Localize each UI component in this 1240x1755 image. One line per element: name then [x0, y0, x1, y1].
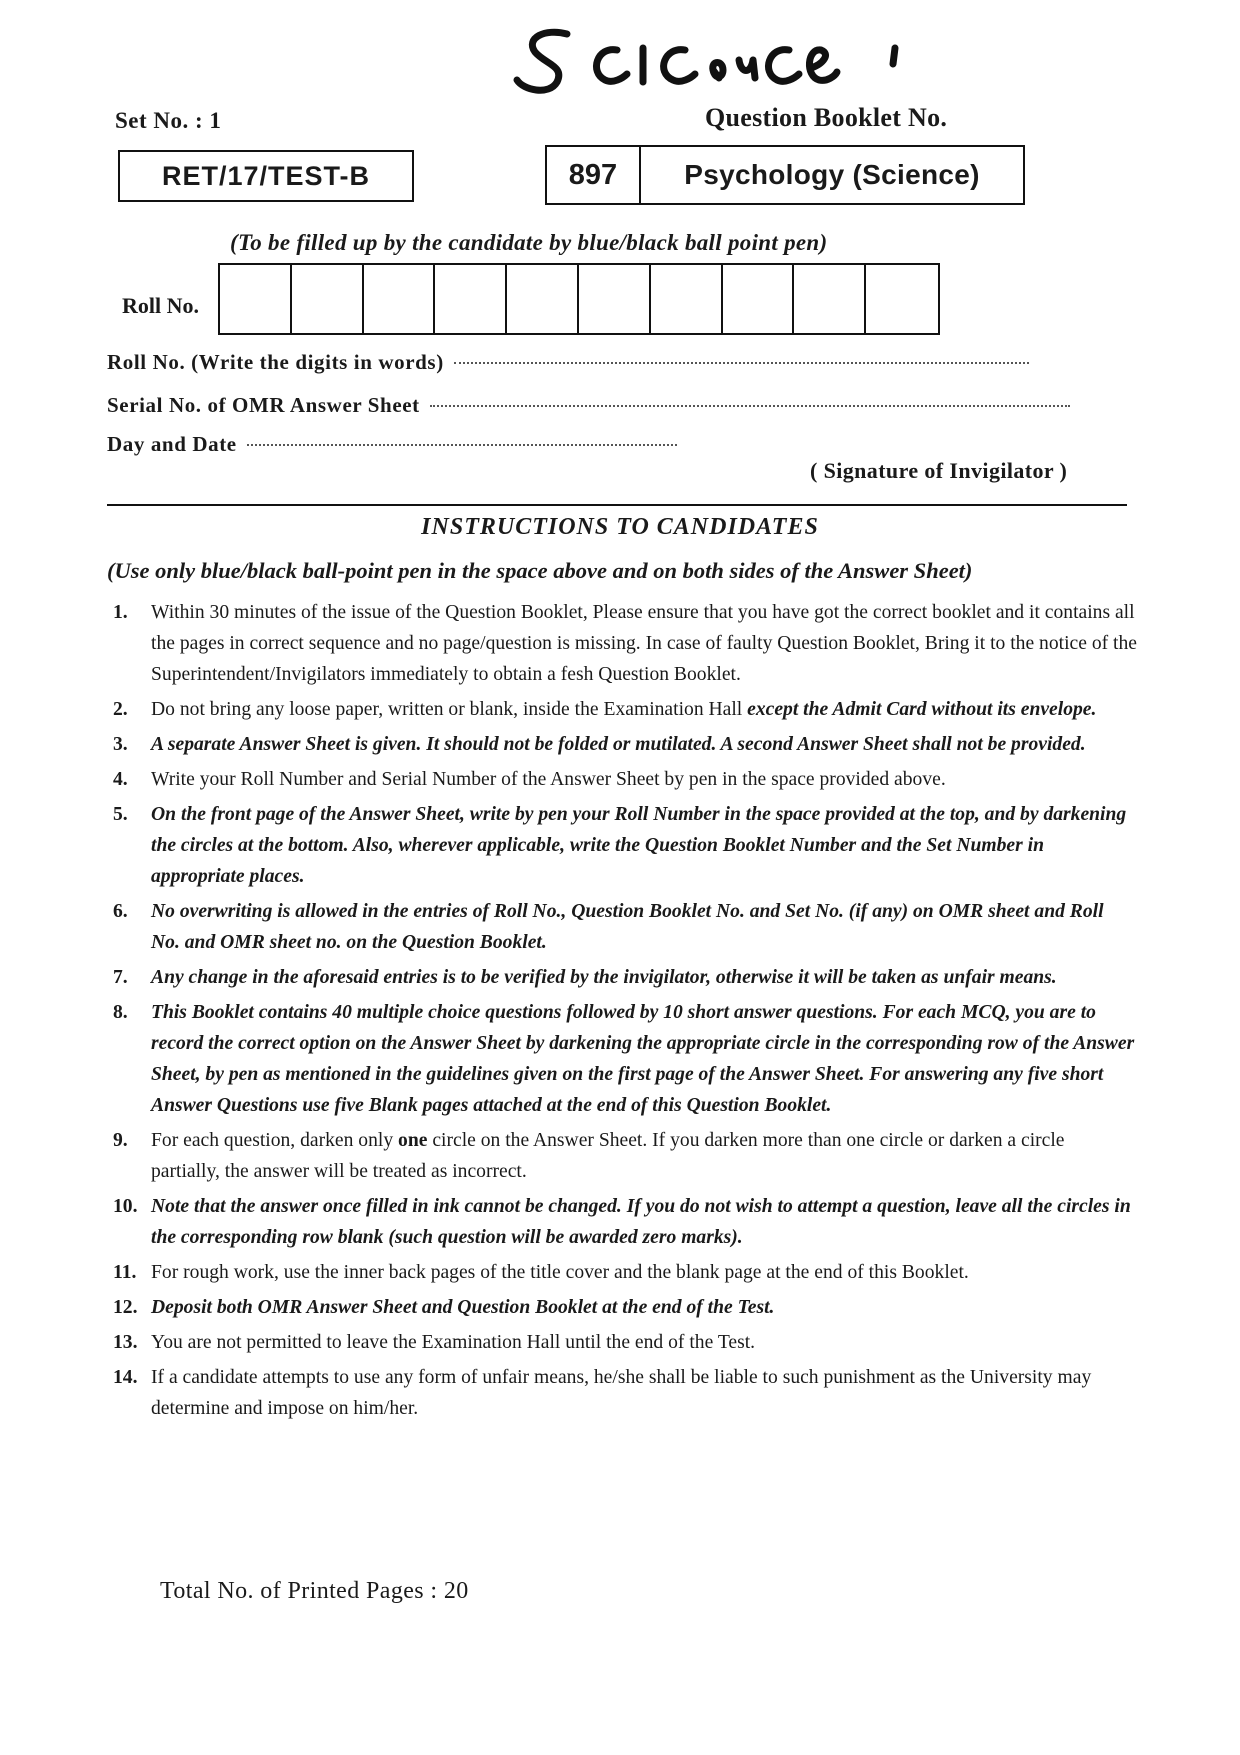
roll-digit-box[interactable]: [435, 265, 507, 333]
omr-serial-field[interactable]: [430, 404, 1070, 407]
fill-instruction-note: (To be filled up by the candidate by blue/black ball point pen): [230, 230, 828, 255]
handwritten-title: [505, 20, 945, 102]
omr-serial-row: [107, 393, 1070, 418]
roll-number-label: Roll No.: [122, 293, 199, 318]
day-date-label: Day and Date: [107, 432, 237, 456]
list-item: 14. If a candidate attempts to use any form of unfair means, he/she shall be liable to such punishment as the University may determine and impose on him/her.: [113, 1367, 1092, 1419]
roll-digit-box[interactable]: [723, 265, 795, 333]
roll-words-label: Roll No. (Write the digits in words): [107, 350, 444, 374]
list-item: 12. Deposit both OMR Answer Sheet and Question Booklet at the end of the Test.: [113, 1297, 775, 1318]
roll-number-grid[interactable]: [218, 263, 940, 335]
roll-digit-box[interactable]: [364, 265, 436, 333]
subject-name: Psychology (Science): [684, 159, 980, 190]
roll-digit-box[interactable]: [651, 265, 723, 333]
test-code-box: [118, 150, 414, 202]
roll-words-field[interactable]: [454, 361, 1029, 364]
list-item: 6. No overwriting is allowed in the entries of Roll No., Question Booklet No. and Set No. (if any) on OMR sheet and Roll No. and OMR sheet no. on the Question Booklet.: [113, 901, 1104, 953]
list-item: 2. Do not bring any loose paper, written or blank, inside the Examination Hall except the Admit Card without its envelope.: [113, 699, 1097, 720]
test-code: RET/17/TEST-B: [161, 160, 371, 191]
roll-digit-box[interactable]: [220, 265, 292, 333]
omr-serial-label: Serial No. of OMR Answer Sheet: [107, 393, 420, 417]
list-item: 11. For rough work, use the inner back pages of the title cover and the blank page at the end of this Booklet.: [113, 1262, 969, 1283]
day-date-field[interactable]: [247, 443, 677, 446]
set-number: Set No. : 1: [115, 108, 222, 133]
divider: [107, 504, 1127, 506]
list-item: 13. You are not permitted to leave the Examination Hall until the end of the Test.: [113, 1332, 756, 1353]
list-item: 5. On the front page of the Answer Sheet, write by pen your Roll Number in the space provided at the top, and by darkening the circles at the bottom. Also, wherever applicable, write the Question Booklet Number and the Set Number in appropriate places.: [113, 804, 1127, 887]
list-item: 1. Within 30 minutes of the issue of the Question Booklet, Please ensure that you have got the correct booklet and it contains all the pages in correct sequence and no page/question is missing. In case of faulty Question Booklet, Bring it to the notice of the Superintendent/Invigilators immediately to obtain a fesh Question Booklet.: [113, 602, 1137, 685]
instructions-title: INSTRUCTIONS TO CANDIDATES: [421, 514, 819, 540]
booklet-number: 897: [547, 147, 641, 203]
roll-digit-box[interactable]: [794, 265, 866, 333]
list-item: 8. This Booklet contains 40 multiple choice questions followed by 10 short answer questions. For each MCQ, you are to record the correct option on the Answer Sheet by darkening the appropriate circle in the corresponding row of the Answer Sheet, by pen as mentioned in the guidelines given on the first page of the Answer Sheet. For answering any five short Answer Questions use five Blank pages attached at the end of this Question Booklet.: [113, 1002, 1135, 1116]
instructions-list: [107, 597, 1137, 1428]
list-item: 7. Any change in the aforesaid entries is to be verified by the invigilator, otherwise it will be taken as unfair means.: [113, 967, 1057, 988]
roll-digit-box[interactable]: [579, 265, 651, 333]
list-item: 3. A separate Answer Sheet is given. It should not be folded or mutilated. A second Answer Sheet shall not be provided.: [113, 734, 1086, 755]
roll-digit-box[interactable]: [292, 265, 364, 333]
total-printed-pages: Total No. of Printed Pages : 20: [160, 1578, 469, 1604]
question-booklet-label: Question Booklet No.: [705, 103, 948, 132]
roll-words-row: [107, 350, 1029, 375]
day-date-row: [107, 432, 677, 457]
list-item: 10. Note that the answer once filled in ink cannot be changed. If you do not wish to attempt a question, leave all the circles in the corresponding row blank (such question will be awarded zero marks).: [113, 1196, 1131, 1248]
invigilator-signature-label: ( Signature of Invigilator ): [810, 458, 1068, 483]
booklet-number-box: [545, 145, 1025, 205]
instructions-subtitle: (Use only blue/black ball-point pen in the space above and on both sides of the Answer Sheet): [107, 558, 973, 583]
roll-digit-box[interactable]: [507, 265, 579, 333]
list-item: 4. Write your Roll Number and Serial Number of the Answer Sheet by pen in the space provided above.: [113, 769, 946, 790]
list-item: 9. For each question, darken only one circle on the Answer Sheet. If you darken more than one circle or darken a circle partially, the answer will be treated as incorrect.: [113, 1130, 1065, 1182]
roll-digit-box[interactable]: [866, 265, 938, 333]
